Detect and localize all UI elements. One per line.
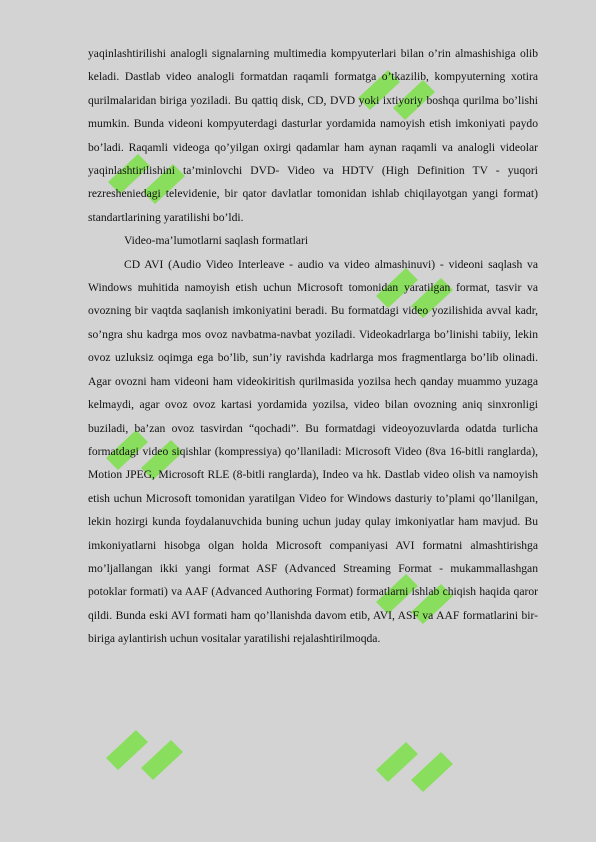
document-body	[88, 42, 538, 651]
green-logo-watermark-icon	[96, 708, 216, 788]
section-heading: Video-ma’lumotlarni saqlash formatlari	[124, 234, 309, 248]
paragraph: CD AVI (Audio Video Interleave - audio va video almashinuvi) - videoni saqlash va Windows muhitida namoyish etish uchun Microsoft tomonidan yaratilgan format, tasvir va ovozning bir vaqtda saqlanish imkoniyatini beradi. Bu formatdagi video yozilishida avval kadr, so’ngra shu kadrga mos ovoz navbatma-navbat yoziladi. Videokadrlarga bo’linishi tabiiy, lekin ovoz uzluksiz oqimga ega bo’lib, sun’iy ravishda kadrlarga mos fragmentlarga bo’lib olinadi. Agar ovozni ham videoni ham videokiritish qurilmasida yozilsa hech qanday muammo yuzaga kelmaydi, agar ovoz ovoz kartasi yordamida yozilsa, video bilan ovozning aniq sinxronligi buziladi, ba’zan ovoz tasvirdan “qochadi”. Bu formatdagi videoyozuvlarda odatda turlicha formatdagi video siqishlar (kompressiya) qo’llaniladi: Microsoft Video (8va 16-bitli ranglarda), Motion JPEG, Microsoft RLE (8-bitli ranglarda), Indeo va hk. Dastlab video olish va namoyish etish uchun Microsoft tomonidan yaratilgan Video for Windows dasturiy to’plami qo’llanilgan, lekin hozirgi kunda foydalanuvchida buning uchun juday qulay imkoniyatlar ham mavjud. Bu imkoniyatlarni hisobga olgan holda Microsoft companiyasi AVI formatni almashtirishga mo’ljallangan ikki yangi format ASF (Advanced Streaming Format - mukammallashgan potoklar formati) va AAF (Advanced Authoring Format) formatlarni ishlab chiqish haqida qaror qildi. Bunda eski AVI formati ham qo’llanishda davom etib, AVI, ASF va AAF formatlarini bir-biriga aylantirish uchun vositalar yaratilishi rejalashtirilmoqda.	[88, 257, 538, 646]
paragraph: yaqinlashtirilishi analogli signalarning multimedia kompyuterlari bilan o’rin almashishiga olib keladi. Dastlab video analogli formatdan raqamli formatga o’tkazilib, kompyuterning xotira qurilmalaridan biriga yoziladi. Bu qattiq disk, CD, DVD yoki ixtiyoriy boshqa qurilma bo’lishi mumkin. Bunda videoni kompyuterdagi dasturlar yordamida namoyish etish imkoniyati paydo bo’ladi. Raqamli videoga qo’yilgan oxirgi qadamlar ham aynan raqamli va analogli videolar yaqinlashtirilishini ta’minlovchi DVD- Video va HDTV (High Definition TV - yuqori rezresheniedagi televidenie, bir qator davlatlar tomonidan ishlab chiqilayotgan yangi format) standartlarining yaratilishi bo’ldi.	[88, 47, 538, 224]
green-logo-watermark-icon	[366, 720, 486, 800]
